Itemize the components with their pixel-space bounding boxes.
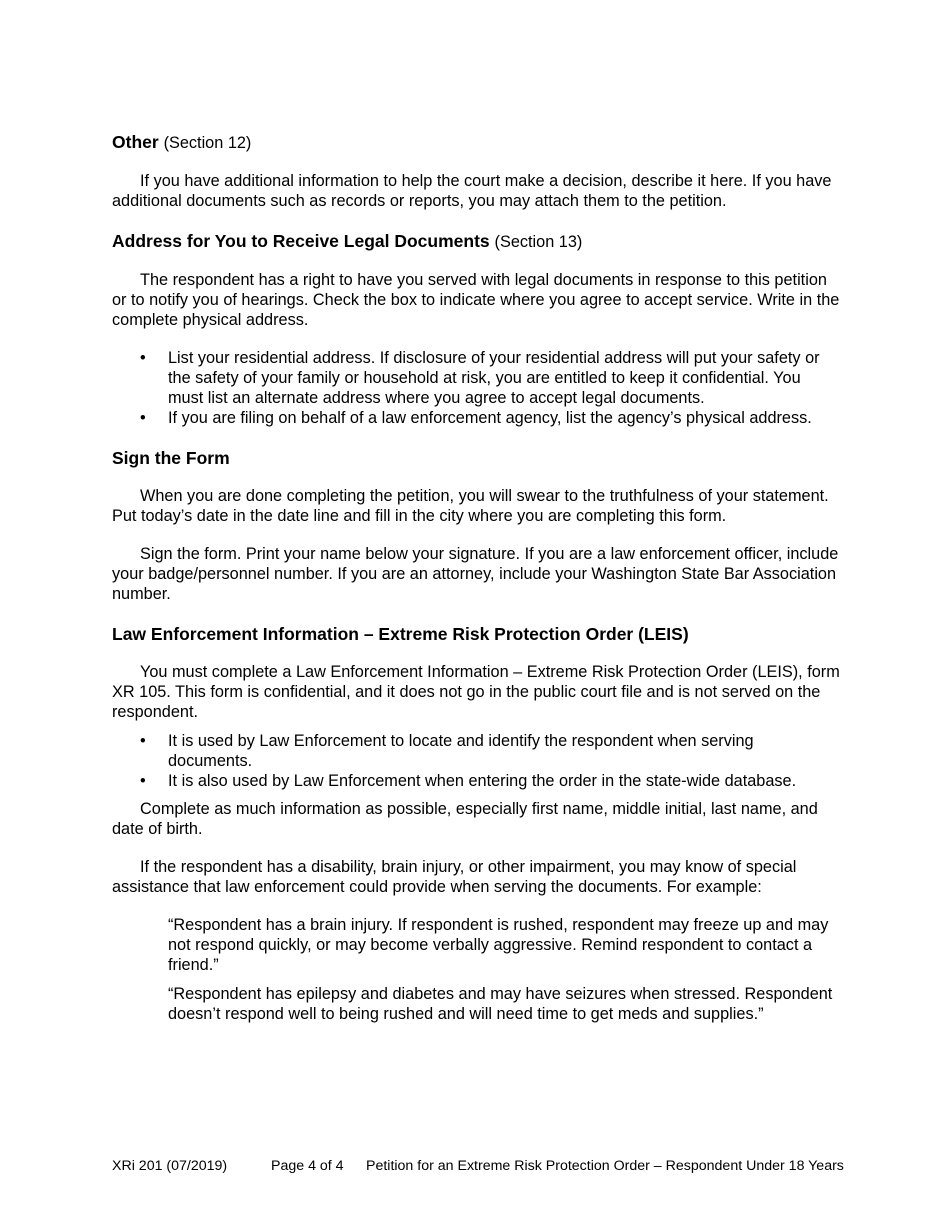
section-other-suffix: (Section 12) [163,134,252,152]
section-address-body: The respondent has a right to have you served with legal documents in response to this petition or to notify you of hearings. Check the box to indicate where you agree to accept service. Write in the complete physical address. [112,271,840,329]
list-item: • It is also used by Law Enforcement when entering the order in the state-wide database. [112,771,840,791]
section-other-title: Other [112,132,159,152]
section-sign-body-2: Sign the form. Print your name below your signature. If you are a law enforcement officer, include your badge/personnel number. If you are an attorney, include your Washington State Bar Association number. [112,545,839,603]
section-address-suffix: (Section 13) [494,233,583,251]
section-leis-body-2: Complete as much information as possible, especially first name, middle initial, last name, and date of birth. [112,800,818,838]
page-footer [112,1157,844,1175]
section-sign-title: Sign the Form [112,448,230,468]
document-page [112,130,840,1024]
list-item: • List your residential address. If disclosure of your residential address will put your safety or the safety of your family or household at risk, you are entitled to keep it confidential. You must list an alternate address where you agree to accept legal documents. [112,348,840,408]
section-sign-heading [112,446,840,470]
list-item: • If you are filing on behalf of a law enforcement agency, list the agency’s physical address. [112,408,840,428]
section-leis-body-1: You must complete a Law Enforcement Information – Extreme Risk Protection Order (LEIS), form XR 105. This form is confidential, and it does not go in the public court file and is not served on the respondent. [112,663,840,721]
section-address-bullet-list [112,348,840,428]
footer-form-id: XRi 201 (07/2019) [112,1158,228,1174]
footer-document-title: Petition for an Extreme Risk Protection Order – Respondent Under 18 Years [366,1158,844,1174]
section-leis-body-3: If the respondent has a disability, brain injury, or other impairment, you may know of special assistance that law enforcement could provide when serving the documents. For example: [112,858,797,896]
footer-page-number: Page 4 of 4 [271,1158,344,1174]
section-address-heading [112,229,840,254]
section-other-heading [112,130,840,155]
section-sign-body-1: When you are done completing the petition, you will swear to the truthfulness of your statement. Put today’s date in the date line and fill in the city where you are completing this form. [112,487,829,525]
example-quote-2: “Respondent has epilepsy and diabetes and may have seizures when stressed. Respondent doesn’t respond well to being rushed and will need time to get meds and supplies.” [168,985,833,1023]
section-leis-bullet-list [112,731,840,791]
list-item: • It is used by Law Enforcement to locate and identify the respondent when serving documents. [112,731,840,771]
section-other-body: If you have additional information to help the court make a decision, describe it here. If you have additional documents such as records or reports, you may attach them to the petition. [112,172,832,210]
section-leis-heading [112,622,840,646]
section-leis-title: Law Enforcement Information – Extreme Risk Protection Order (LEIS) [112,624,689,644]
section-address-title: Address for You to Receive Legal Documents [112,231,490,251]
example-quote-1: “Respondent has a brain injury. If respondent is rushed, respondent may freeze up and may not respond quickly, or may become verbally aggressive. Remind respondent to contact a friend.” [168,916,829,974]
